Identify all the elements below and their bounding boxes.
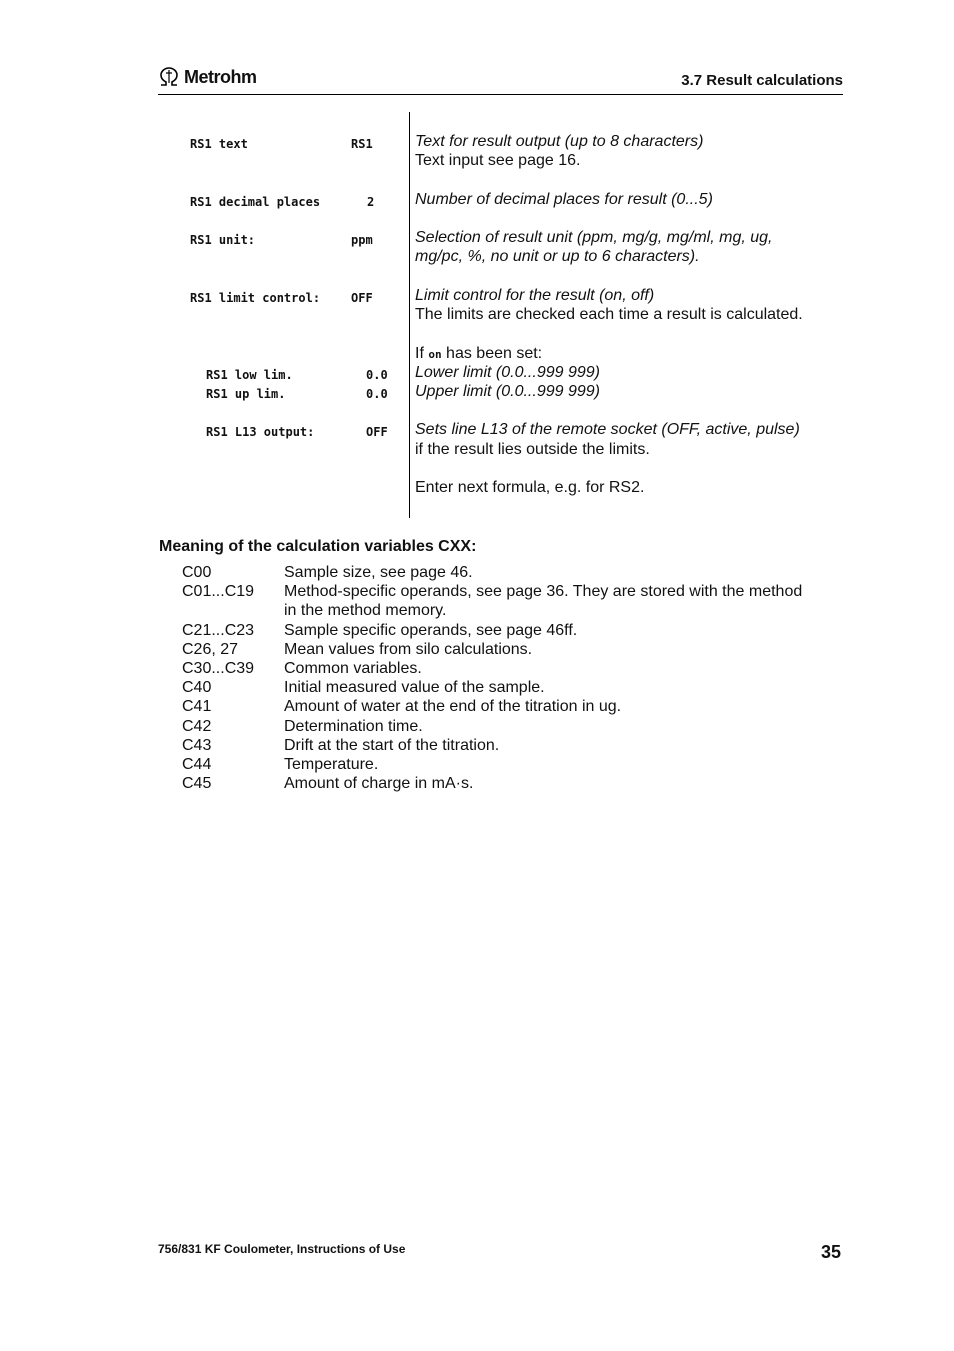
var-desc: Temperature. — [284, 756, 379, 774]
param-label-limit-control: RS1 limit control: — [190, 291, 321, 305]
desc-if-on-pre: If — [415, 345, 424, 362]
metrohm-logo — [158, 66, 257, 88]
var-desc: Sample specific operands, see page 46ff. — [284, 621, 578, 639]
var-code: C21...C23 — [182, 621, 255, 639]
list-item — [182, 582, 804, 620]
list-item — [182, 563, 804, 582]
page-header — [158, 66, 843, 95]
var-desc: Determination time. — [284, 717, 423, 735]
param-value-unit: ppm — [351, 233, 373, 247]
section-title: 3.7 Result calculations — [681, 72, 843, 89]
var-code: C42 — [182, 717, 212, 735]
desc-up-limit: Upper limit (0.0...999 999) — [415, 383, 600, 400]
param-value-low-lim: 0.0 — [366, 368, 388, 382]
meaning-heading: Meaning of the calculation variables CXX: — [159, 538, 477, 555]
desc-limit-1: Limit control for the result (on, off) — [415, 287, 655, 304]
list-item — [182, 774, 804, 793]
desc-if-on — [415, 344, 542, 365]
page-number: 35 — [820, 1242, 841, 1262]
var-desc: Amount of water at the end of the titration in ug. — [284, 698, 622, 716]
param-label-decimal: RS1 decimal places — [190, 195, 321, 209]
desc-next-formula: Enter next formula, e.g. for RS2. — [415, 479, 645, 496]
desc-l13-1: Sets line L13 of the remote socket (OFF, active, pulse) — [415, 421, 800, 438]
var-desc: Drift at the start of the titration. — [284, 736, 500, 754]
var-code: C41 — [182, 698, 212, 716]
list-item — [182, 717, 804, 736]
param-value-up-lim: 0.0 — [366, 387, 388, 401]
desc-unit-1: Selection of result unit (ppm, mg/g, mg/ml, mg, ug, — [415, 229, 773, 246]
var-desc: Amount of charge in mA·s. — [284, 775, 474, 793]
desc-text-1: Text for result output (up to 8 characters) — [415, 133, 704, 150]
param-value-rs1-text: RS1 — [351, 137, 373, 151]
var-desc: Initial measured value of the sample. — [284, 679, 545, 697]
footer-document-title: 756/831 KF Coulometer, Instructions of Use — [158, 1242, 406, 1256]
var-code: C44 — [182, 756, 212, 774]
desc-l13-2: if the result lies outside the limits. — [415, 441, 650, 458]
param-label-l13-output: RS1 L13 output: — [206, 425, 315, 439]
param-label-unit: RS1 unit: — [190, 233, 256, 247]
desc-low-limit: Lower limit (0.0...999 999) — [415, 364, 600, 381]
var-desc: Mean values from silo calculations. — [284, 640, 533, 658]
var-code: C26, 27 — [182, 640, 239, 658]
desc-decimal: Number of decimal places for result (0...5) — [415, 191, 713, 208]
var-desc: Method-specific operands, see page 36. They are stored with the method in the method memory. — [284, 583, 803, 620]
var-code: C45 — [182, 775, 212, 793]
param-label-up-lim: RS1 up lim. — [206, 387, 286, 401]
var-code: C30...C39 — [182, 660, 255, 678]
desc-unit-2: mg/pc, %, no unit or up to 6 characters). — [415, 248, 700, 265]
desc-text-2: Text input see page 16. — [415, 152, 581, 169]
list-item — [182, 640, 804, 659]
desc-limit-2: The limits are checked each time a result is calculated. — [415, 306, 803, 323]
param-label-rs1-text: RS1 text — [190, 137, 248, 151]
list-item — [182, 697, 804, 716]
list-item — [182, 621, 804, 640]
variables-list — [182, 563, 804, 793]
logo-text: Metrohm — [184, 66, 257, 87]
list-item — [182, 755, 804, 774]
var-code: C00 — [182, 564, 212, 581]
param-label-low-lim: RS1 low lim. — [206, 368, 293, 382]
var-code: C01...C19 — [182, 583, 255, 601]
column-divider — [409, 112, 410, 518]
list-item — [182, 659, 804, 678]
list-item — [182, 678, 804, 697]
param-value-l13-output: OFF — [366, 425, 388, 439]
var-code: C40 — [182, 679, 212, 697]
param-value-limit-control: OFF — [351, 291, 373, 305]
var-desc: Common variables. — [284, 660, 422, 678]
desc-if-on-code: on — [428, 348, 442, 361]
omega-icon — [158, 66, 180, 88]
list-item — [182, 736, 804, 755]
var-desc: Sample size, see page 46. — [284, 564, 473, 581]
var-code: C43 — [182, 736, 212, 754]
desc-if-on-post: has been set: — [446, 345, 543, 362]
param-value-decimal: 2 — [367, 195, 375, 209]
